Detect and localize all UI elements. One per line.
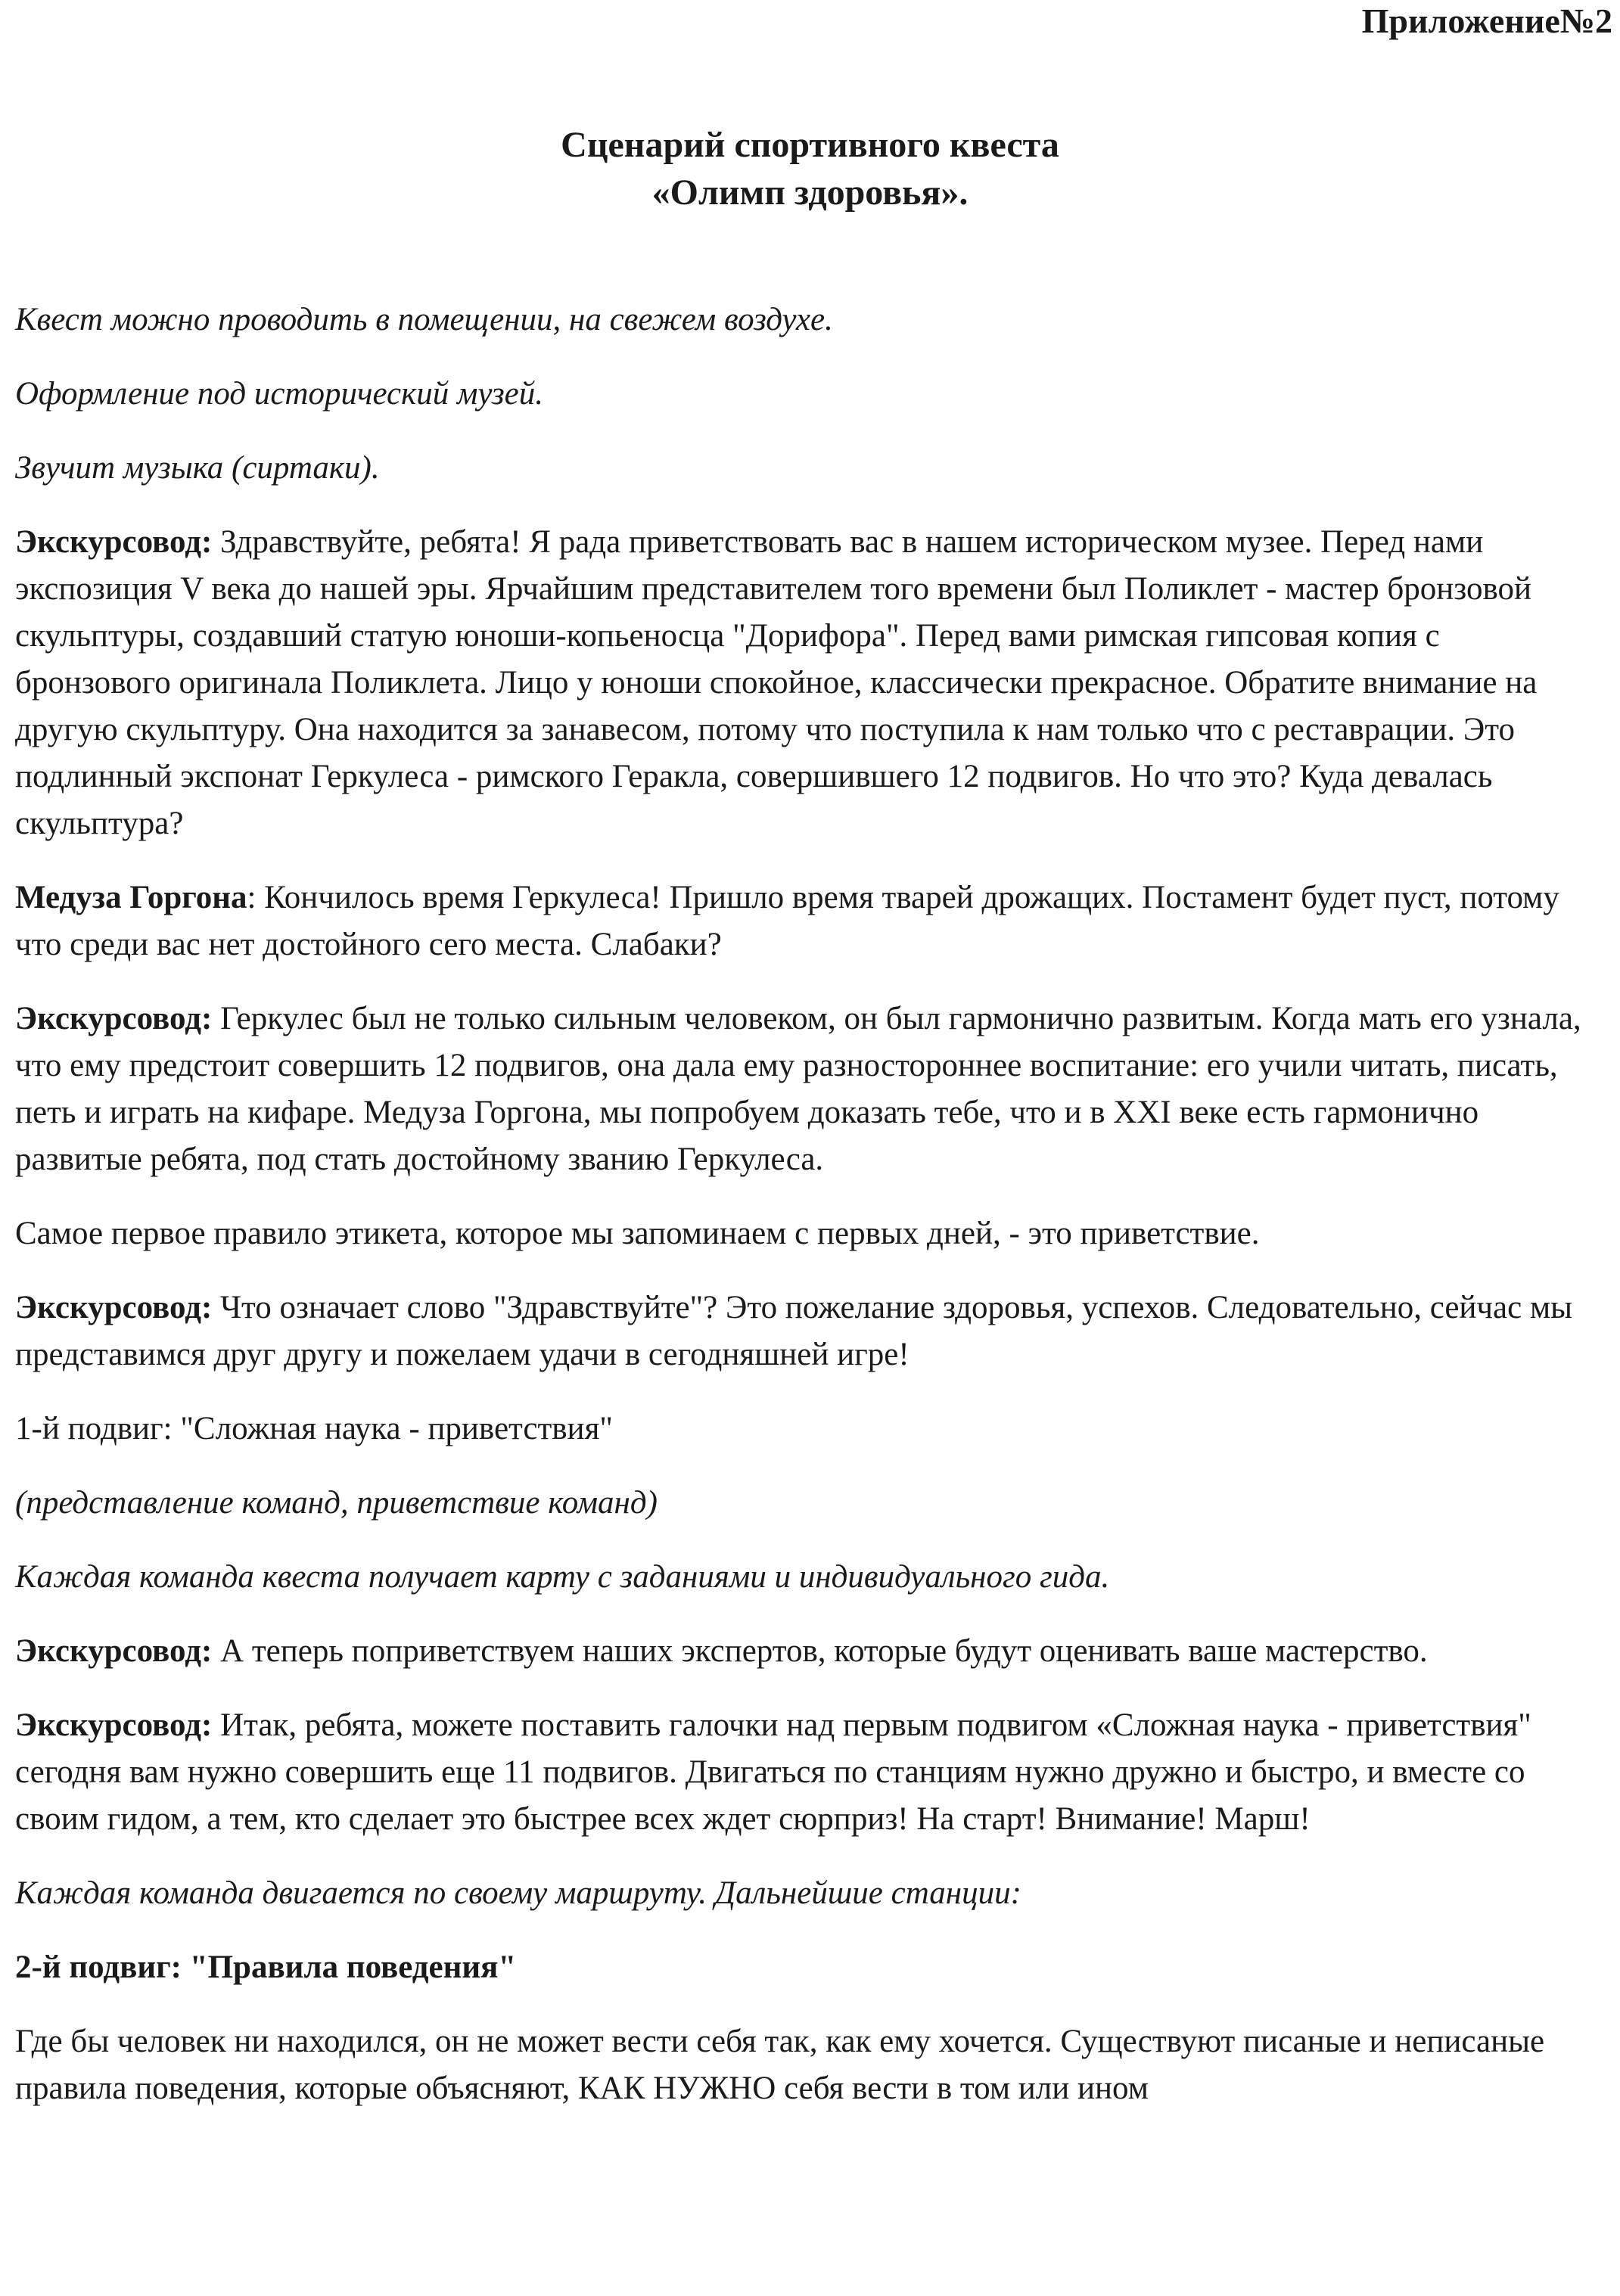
speech-text: Здравствуйте, ребята! Я рада приветствовать вас в нашем историческом музее. Перед нами экспозиция V века до нашей эры. Ярчайшим представителем того времени был Поликлет - мастер бронзовой скульптуры, создавший статую юноши-копьеносца "Дорифора". Перед вами римская гипсовая копия с бронзового оригинала Поликлета. Лицо у юноши спокойное, классически прекрасное. Обратите внимание на другую скульптуру. Она находится за занавесом, потому что поступила к нам только что с реставрации. Это подлинный экспонат Геркулеса - римского Геракла, совершившего 12 подвигов. Но что это? Куда девалась скульптура? <box>15 524 1538 841</box>
stage-note-route: Каждая команда двигается по своему маршруту. Дальнейшие станции: <box>15 1875 1021 1911</box>
speaker-name: Экскурсовод: <box>15 1001 213 1036</box>
dialogue-guide-greeting <box>15 1285 1589 1378</box>
stage-note-music: Звучит музыка (сиртаки). <box>15 450 380 486</box>
narration-rules: Где бы человек ни находился, он не может вести себя так, как ему хочется. Существуют писаные и неписаные правила поведения, которые объясняют, КАК НУЖНО себя вести в том или ином <box>15 2024 1545 2106</box>
dialogue-guide-intro <box>15 519 1589 847</box>
dialogue-guide-hercules <box>15 996 1589 1183</box>
stage-note-map: Каждая команда квеста получает карту с заданиями и индивидуального гида. <box>15 1559 1110 1595</box>
speaker-name: Медуза Горгона <box>15 880 247 915</box>
labor-1-heading: 1-й подвиг: "Сложная наука - приветствия" <box>15 1411 613 1446</box>
dialogue-guide-experts <box>15 1628 1589 1675</box>
stage-note-teams: (представление команд, приветствие команд) <box>15 1485 658 1521</box>
labor-2-heading: 2-й подвиг: "Правила поведения" <box>15 1950 517 1985</box>
dialogue-medusa <box>15 875 1589 968</box>
document-body <box>15 297 1589 2139</box>
speech-text: Что означает слово "Здравствуйте"? Это пожелание здоровья, успехов. Следовательно, сейчас мы представимся друг другу и пожелаем удачи в сегодняшней игре! <box>15 1290 1573 1372</box>
title-line-2: «Олимп здоровья». <box>651 172 969 213</box>
speech-text: А теперь поприветствуем наших экспертов, которые будут оценивать ваше мастерство. <box>212 1633 1428 1669</box>
title-line-1: Сценарий спортивного квеста <box>561 125 1059 165</box>
speaker-name: Экскурсовод: <box>15 1633 213 1669</box>
speech-text: Итак, ребята, можете поставить галочки над первым подвигом «Сложная наука - приветствия" сегодня вам нужно совершить еще 11 подвигов. Двигаться по станциям нужно дружно и быстро, и вместе со своим гидом, а тем, кто сделает это быстрее всех ждет сюрприз! На старт! Внимание! Марш! <box>15 1707 1531 1837</box>
dialogue-guide-start <box>15 1702 1589 1843</box>
appendix-label: Приложение№2 <box>1361 2 1612 40</box>
speaker-name: Экскурсовод: <box>15 1707 213 1743</box>
stage-note-location: Квест можно проводить в помещении, на свежем воздухе. <box>15 302 833 337</box>
narration-etiquette: Самое первое правило этикета, которое мы запоминаем с первых дней, - это приветствие. <box>15 1216 1260 1251</box>
speech-text: : Кончилось время Геркулеса! Пришло время тварей дрожащих. Постамент будет пуст, потому что среди вас нет достойного сего места. Слабаки? <box>15 880 1559 962</box>
speaker-name: Экскурсовод: <box>15 524 213 560</box>
speaker-name: Экскурсовод: <box>15 1290 213 1325</box>
stage-note-decor: Оформление под исторический музей. <box>15 376 544 412</box>
document-title <box>0 121 1620 217</box>
speech-text: Геркулес был не только сильным человеком, он был гармонично развитым. Когда мать его узнала, что ему предстоит совершить 12 подвигов, она дала ему разностороннее воспитание: его учили читать, писать, петь и играть на кифаре. Медуза Горгона, мы попробуем доказать тебе, что и в XXI веке есть гармонично развитые ребята, под стать достойному званию Геркулеса. <box>15 1001 1581 1177</box>
